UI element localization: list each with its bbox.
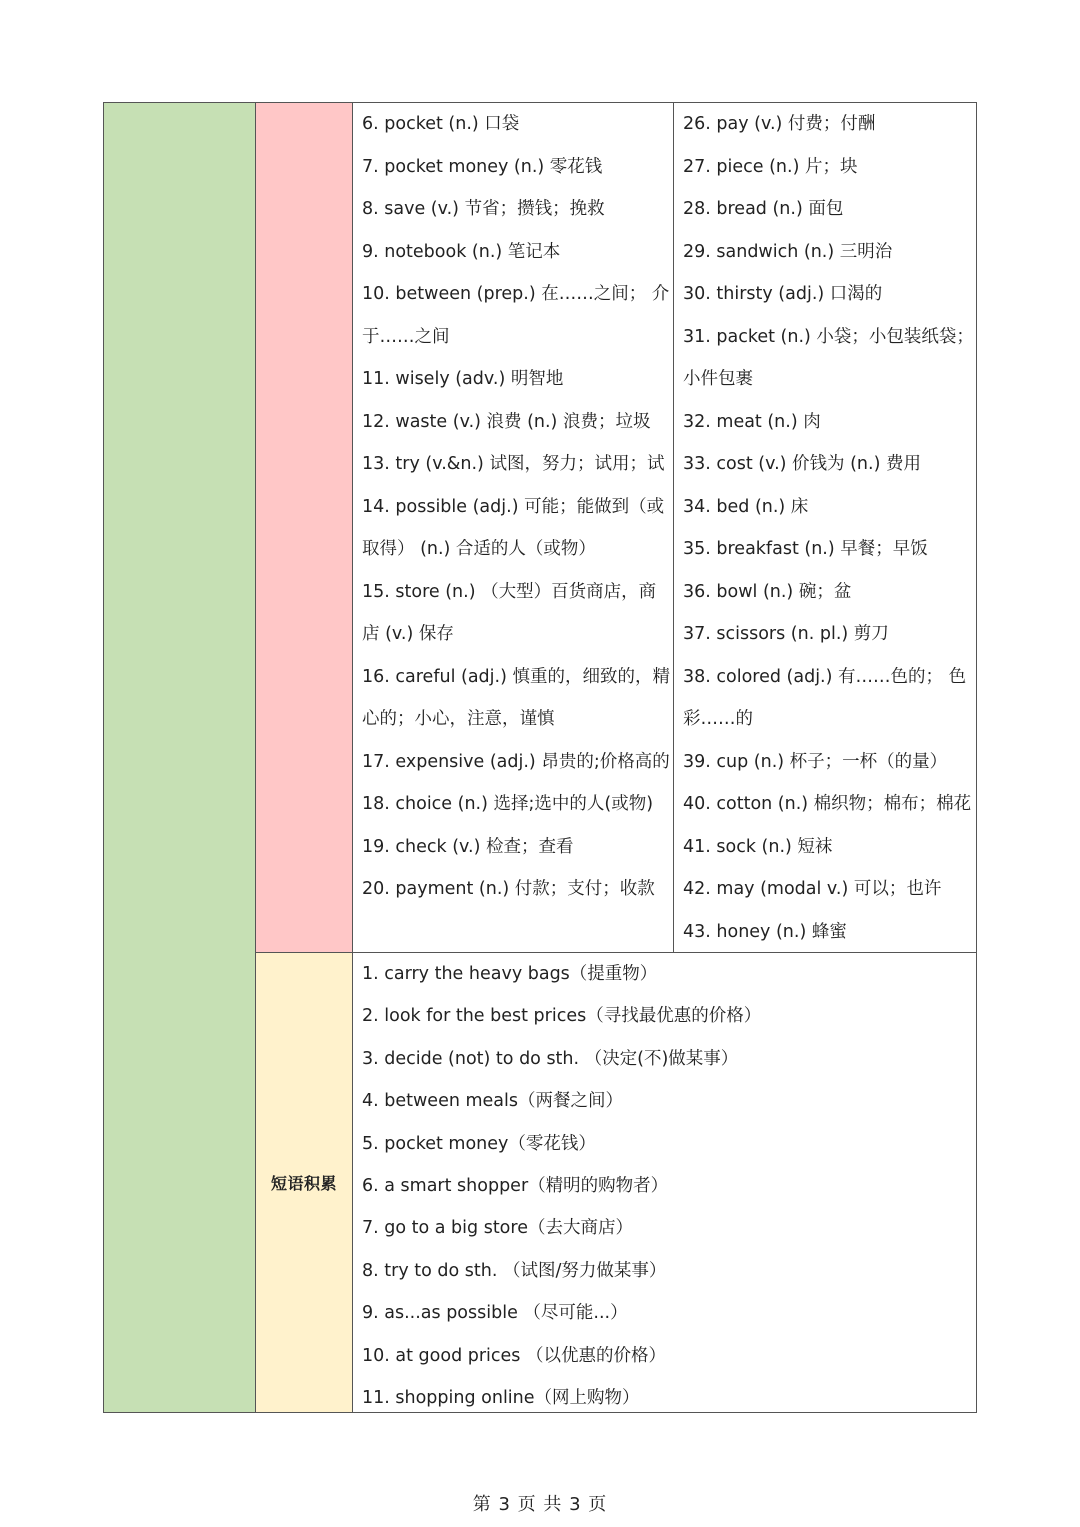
vocab-line: 18. choice (n.) 选择;选中的人(或物) [362, 794, 654, 814]
vocab-left-list [353, 103, 670, 911]
vocab-line: 于……之间 [362, 326, 450, 347]
vocab-right-column [674, 103, 976, 953]
phrase-line: 2. look for the best prices（寻找最优惠的价格） [362, 1006, 762, 1027]
vocab-line: 32. meat (n.) 肉 [683, 411, 821, 432]
vocab-line: 19. check (v.) 检查；查看 [362, 836, 574, 857]
phrase-list [353, 953, 761, 1419]
phrase-line: 5. pocket money（零花钱） [362, 1133, 596, 1154]
vocab-line: 37. scissors (n. pl.) 剪刀 [683, 624, 889, 644]
phrase-line: 4. between meals（两餐之间） [362, 1091, 624, 1112]
vocab-line: 40. cotton (n.) 棉织物；棉布；棉花 [683, 794, 972, 814]
phrase-line: 10. at good prices （以优惠的价格） [362, 1345, 666, 1366]
vocab-line: 36. bowl (n.) 碗；盆 [683, 581, 852, 602]
phrase-line: 6. a smart shopper（精明的购物者） [362, 1175, 669, 1196]
phrase-line: 3. decide (not) to do sth. （决定(不)做某事） [362, 1048, 739, 1069]
vocab-line: 13. try (v.&n.) 试图，努力；试用；试 [362, 454, 665, 474]
vocab-right-list [674, 103, 974, 953]
phrase-line: 8. try to do sth. （试图/努力做某事） [362, 1260, 667, 1281]
vocab-line: 28. bread (n.) 面包 [683, 199, 844, 219]
vocab-line: 20. payment (n.) 付款；支付；收款 [362, 879, 655, 899]
phrase-category-cell [256, 953, 353, 1412]
phrase-category-label: 短语积累 [270, 1174, 337, 1193]
vocab-line: 7. pocket money (n.) 零花钱 [362, 156, 603, 177]
vocab-line: 6. pocket (n.) 口袋 [362, 114, 520, 134]
vocab-line: 34. bed (n.) 床 [683, 496, 809, 517]
vocab-line: 彩……的 [683, 709, 753, 729]
phrase-line: 11. shopping online（网上购物） [362, 1387, 640, 1408]
phrase-line: 7. go to a big store（去大商店） [362, 1218, 633, 1239]
vocab-line: 35. breakfast (n.) 早餐；早饭 [683, 539, 928, 559]
vocab-line: 12. waste (v.) 浪费 (n.) 浪费；垃圾 [362, 411, 651, 432]
vocab-line: 小件包裹 [683, 369, 753, 389]
vocab-line: 43. honey (n.) 蜂蜜 [683, 921, 847, 942]
vocab-line: 38. colored (adj.) 有……色的； 色 [683, 666, 967, 687]
vocab-line: 27. piece (n.) 片；块 [683, 156, 858, 177]
vocab-line: 8. save (v.) 节省；攒钱；挽救 [362, 199, 605, 219]
phrase-line: 9. as...as possible （尽可能...） [362, 1303, 628, 1324]
vocab-line: 11. wisely (adv.) 明智地 [362, 369, 564, 389]
vocab-line: 心的；小心，注意，谨慎 [362, 709, 555, 729]
page-number-footer: 第 3 页 共 3 页 [472, 1494, 608, 1515]
vocabulary-table [103, 102, 977, 1413]
vocab-line: 14. possible (adj.) 可能；能做到（或 [362, 496, 665, 517]
vocab-line: 17. expensive (adj.) 昂贵的;价格高的 [362, 751, 670, 772]
vocab-line: 15. store (n.) （大型）百货商店，商 [362, 581, 657, 602]
phrase-line: 1. carry the heavy bags（提重物） [362, 964, 658, 984]
vocab-line: 9. notebook (n.) 笔记本 [362, 241, 561, 262]
vocab-line: 30. thirsty (adj.) 口渴的 [683, 284, 883, 304]
vocab-line: 26. pay (v.) 付费；付酬 [683, 114, 876, 134]
vocab-category-cell [256, 103, 353, 953]
vocab-line: 41. sock (n.) 短袜 [683, 836, 833, 857]
vocab-line: 29. sandwich (n.) 三明治 [683, 241, 893, 262]
unit-column-cell [104, 103, 256, 1412]
vocab-line: 33. cost (v.) 价钱为 (n.) 费用 [683, 454, 921, 474]
vocab-line: 39. cup (n.) 杯子；一杯（的量） [683, 751, 948, 772]
phrase-list-cell [353, 953, 976, 1412]
vocab-line: 店 (v.) 保存 [362, 624, 454, 644]
vocab-left-column [353, 103, 674, 953]
vocab-line: 42. may (modal v.) 可以；也许 [683, 879, 942, 899]
vocab-line: 10. between (prep.) 在……之间； 介 [362, 284, 670, 304]
vocab-line: 取得） (n.) 合适的人（或物） [362, 539, 596, 559]
vocab-line: 31. packet (n.) 小袋；小包装纸袋； [683, 326, 974, 347]
vocab-line: 16. careful (adj.) 慎重的，细致的，精 [362, 666, 670, 687]
